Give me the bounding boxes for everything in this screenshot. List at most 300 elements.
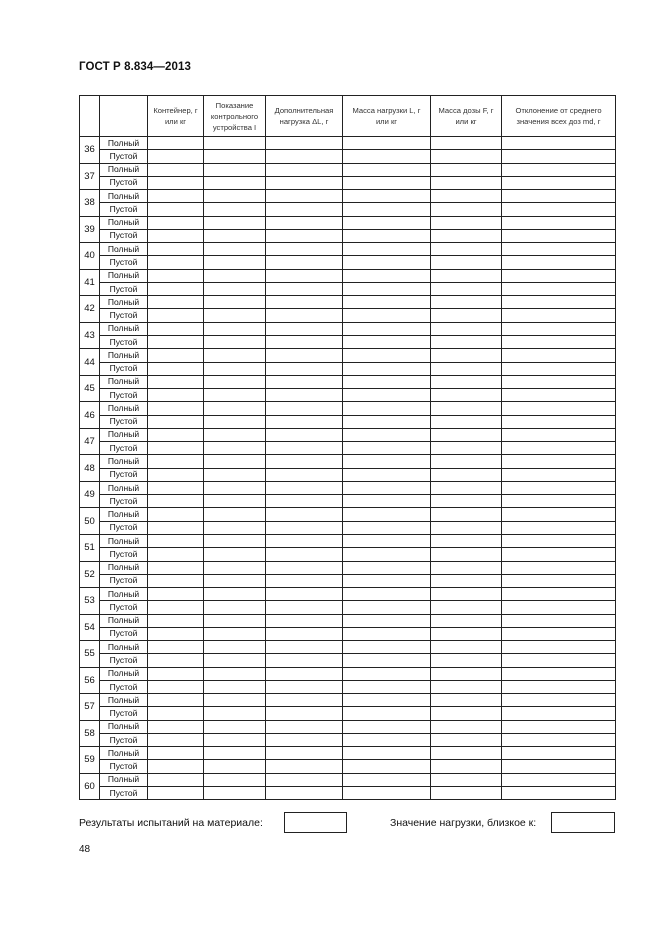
data-cell[interactable] bbox=[148, 428, 204, 441]
data-cell[interactable] bbox=[502, 349, 616, 362]
data-cell[interactable] bbox=[343, 256, 431, 269]
data-cell[interactable] bbox=[148, 216, 204, 229]
data-cell[interactable] bbox=[431, 176, 502, 189]
data-cell[interactable] bbox=[266, 468, 343, 481]
data-cell[interactable] bbox=[502, 428, 616, 441]
data-cell[interactable] bbox=[266, 561, 343, 574]
data-cell[interactable] bbox=[431, 428, 502, 441]
data-cell[interactable] bbox=[431, 574, 502, 587]
data-cell[interactable] bbox=[502, 720, 616, 733]
data-cell[interactable] bbox=[431, 654, 502, 667]
data-cell[interactable] bbox=[266, 335, 343, 348]
data-cell[interactable] bbox=[266, 362, 343, 375]
data-cell[interactable] bbox=[502, 787, 616, 800]
data-cell[interactable] bbox=[204, 428, 266, 441]
data-cell[interactable] bbox=[502, 614, 616, 627]
data-cell[interactable] bbox=[266, 574, 343, 587]
data-cell[interactable] bbox=[343, 561, 431, 574]
data-cell[interactable] bbox=[502, 601, 616, 614]
data-cell[interactable] bbox=[431, 349, 502, 362]
data-cell[interactable] bbox=[431, 389, 502, 402]
data-cell[interactable] bbox=[343, 654, 431, 667]
data-cell[interactable] bbox=[148, 243, 204, 256]
data-cell[interactable] bbox=[343, 282, 431, 295]
data-cell[interactable] bbox=[148, 627, 204, 640]
data-cell[interactable] bbox=[204, 707, 266, 720]
data-cell[interactable] bbox=[431, 534, 502, 547]
data-cell[interactable] bbox=[204, 176, 266, 189]
data-cell[interactable] bbox=[266, 442, 343, 455]
data-cell[interactable] bbox=[343, 349, 431, 362]
data-cell[interactable] bbox=[266, 243, 343, 256]
data-cell[interactable] bbox=[431, 641, 502, 654]
data-cell[interactable] bbox=[148, 508, 204, 521]
data-cell[interactable] bbox=[431, 309, 502, 322]
data-cell[interactable] bbox=[343, 176, 431, 189]
data-cell[interactable] bbox=[148, 574, 204, 587]
data-cell[interactable] bbox=[502, 203, 616, 216]
data-cell[interactable] bbox=[343, 495, 431, 508]
data-cell[interactable] bbox=[343, 720, 431, 733]
data-cell[interactable] bbox=[502, 707, 616, 720]
data-cell[interactable] bbox=[343, 468, 431, 481]
data-cell[interactable] bbox=[343, 137, 431, 150]
data-cell[interactable] bbox=[431, 614, 502, 627]
data-cell[interactable] bbox=[204, 561, 266, 574]
data-cell[interactable] bbox=[502, 442, 616, 455]
data-cell[interactable] bbox=[266, 428, 343, 441]
data-cell[interactable] bbox=[266, 534, 343, 547]
data-cell[interactable] bbox=[502, 747, 616, 760]
data-cell[interactable] bbox=[431, 733, 502, 746]
data-cell[interactable] bbox=[502, 282, 616, 295]
data-cell[interactable] bbox=[343, 216, 431, 229]
data-cell[interactable] bbox=[343, 614, 431, 627]
data-cell[interactable] bbox=[431, 256, 502, 269]
data-cell[interactable] bbox=[148, 375, 204, 388]
data-cell[interactable] bbox=[431, 203, 502, 216]
data-cell[interactable] bbox=[148, 481, 204, 494]
data-cell[interactable] bbox=[502, 508, 616, 521]
data-cell[interactable] bbox=[266, 481, 343, 494]
data-cell[interactable] bbox=[502, 455, 616, 468]
data-cell[interactable] bbox=[204, 203, 266, 216]
data-cell[interactable] bbox=[148, 229, 204, 242]
data-cell[interactable] bbox=[148, 190, 204, 203]
data-cell[interactable] bbox=[148, 601, 204, 614]
data-cell[interactable] bbox=[266, 349, 343, 362]
data-cell[interactable] bbox=[204, 667, 266, 680]
data-cell[interactable] bbox=[343, 335, 431, 348]
data-cell[interactable] bbox=[431, 216, 502, 229]
data-cell[interactable] bbox=[343, 296, 431, 309]
data-cell[interactable] bbox=[502, 534, 616, 547]
data-cell[interactable] bbox=[343, 508, 431, 521]
data-cell[interactable] bbox=[431, 282, 502, 295]
data-cell[interactable] bbox=[502, 243, 616, 256]
data-cell[interactable] bbox=[343, 229, 431, 242]
data-cell[interactable] bbox=[431, 163, 502, 176]
data-cell[interactable] bbox=[266, 322, 343, 335]
data-cell[interactable] bbox=[204, 229, 266, 242]
data-cell[interactable] bbox=[148, 455, 204, 468]
data-cell[interactable] bbox=[148, 667, 204, 680]
data-cell[interactable] bbox=[502, 561, 616, 574]
data-cell[interactable] bbox=[204, 495, 266, 508]
data-cell[interactable] bbox=[266, 402, 343, 415]
data-cell[interactable] bbox=[266, 667, 343, 680]
data-cell[interactable] bbox=[148, 747, 204, 760]
data-cell[interactable] bbox=[148, 720, 204, 733]
data-cell[interactable] bbox=[431, 229, 502, 242]
data-cell[interactable] bbox=[266, 256, 343, 269]
data-cell[interactable] bbox=[343, 534, 431, 547]
data-cell[interactable] bbox=[204, 694, 266, 707]
data-cell[interactable] bbox=[266, 389, 343, 402]
data-cell[interactable] bbox=[148, 773, 204, 786]
data-cell[interactable] bbox=[431, 150, 502, 163]
data-cell[interactable] bbox=[343, 402, 431, 415]
data-cell[interactable] bbox=[502, 521, 616, 534]
data-cell[interactable] bbox=[343, 428, 431, 441]
data-cell[interactable] bbox=[502, 667, 616, 680]
data-cell[interactable] bbox=[204, 375, 266, 388]
data-cell[interactable] bbox=[148, 521, 204, 534]
data-cell[interactable] bbox=[204, 680, 266, 693]
data-cell[interactable] bbox=[266, 720, 343, 733]
data-cell[interactable] bbox=[266, 601, 343, 614]
data-cell[interactable] bbox=[148, 176, 204, 189]
data-cell[interactable] bbox=[148, 495, 204, 508]
data-cell[interactable] bbox=[204, 190, 266, 203]
data-cell[interactable] bbox=[502, 362, 616, 375]
data-cell[interactable] bbox=[343, 667, 431, 680]
data-cell[interactable] bbox=[204, 296, 266, 309]
data-cell[interactable] bbox=[266, 137, 343, 150]
data-cell[interactable] bbox=[148, 309, 204, 322]
data-cell[interactable] bbox=[502, 574, 616, 587]
data-cell[interactable] bbox=[204, 269, 266, 282]
data-cell[interactable] bbox=[431, 627, 502, 640]
data-cell[interactable] bbox=[266, 508, 343, 521]
data-cell[interactable] bbox=[343, 243, 431, 256]
data-cell[interactable] bbox=[431, 375, 502, 388]
data-cell[interactable] bbox=[431, 561, 502, 574]
data-cell[interactable] bbox=[266, 521, 343, 534]
data-cell[interactable] bbox=[266, 680, 343, 693]
data-cell[interactable] bbox=[502, 296, 616, 309]
data-cell[interactable] bbox=[148, 322, 204, 335]
data-cell[interactable] bbox=[204, 733, 266, 746]
data-cell[interactable] bbox=[502, 269, 616, 282]
data-cell[interactable] bbox=[502, 190, 616, 203]
data-cell[interactable] bbox=[204, 601, 266, 614]
data-cell[interactable] bbox=[148, 269, 204, 282]
data-cell[interactable] bbox=[148, 150, 204, 163]
data-cell[interactable] bbox=[343, 574, 431, 587]
data-cell[interactable] bbox=[502, 468, 616, 481]
data-cell[interactable] bbox=[148, 442, 204, 455]
data-cell[interactable] bbox=[502, 627, 616, 640]
data-cell[interactable] bbox=[502, 495, 616, 508]
data-cell[interactable] bbox=[148, 588, 204, 601]
data-cell[interactable] bbox=[431, 190, 502, 203]
data-cell[interactable] bbox=[431, 137, 502, 150]
data-cell[interactable] bbox=[204, 349, 266, 362]
data-cell[interactable] bbox=[502, 588, 616, 601]
data-cell[interactable] bbox=[502, 150, 616, 163]
data-cell[interactable] bbox=[148, 468, 204, 481]
data-cell[interactable] bbox=[204, 548, 266, 561]
data-cell[interactable] bbox=[204, 455, 266, 468]
data-cell[interactable] bbox=[431, 720, 502, 733]
data-cell[interactable] bbox=[431, 707, 502, 720]
data-cell[interactable] bbox=[502, 335, 616, 348]
data-cell[interactable] bbox=[204, 137, 266, 150]
data-cell[interactable] bbox=[204, 481, 266, 494]
data-cell[interactable] bbox=[148, 760, 204, 773]
data-cell[interactable] bbox=[148, 163, 204, 176]
data-cell[interactable] bbox=[502, 322, 616, 335]
load-value-field[interactable] bbox=[551, 812, 615, 833]
data-cell[interactable] bbox=[204, 614, 266, 627]
data-cell[interactable] bbox=[266, 282, 343, 295]
data-cell[interactable] bbox=[431, 468, 502, 481]
data-cell[interactable] bbox=[502, 309, 616, 322]
data-cell[interactable] bbox=[502, 680, 616, 693]
data-cell[interactable] bbox=[502, 163, 616, 176]
data-cell[interactable] bbox=[204, 150, 266, 163]
data-cell[interactable] bbox=[343, 694, 431, 707]
data-cell[interactable] bbox=[431, 495, 502, 508]
data-cell[interactable] bbox=[431, 588, 502, 601]
data-cell[interactable] bbox=[204, 508, 266, 521]
data-cell[interactable] bbox=[431, 508, 502, 521]
data-cell[interactable] bbox=[431, 773, 502, 786]
data-cell[interactable] bbox=[343, 269, 431, 282]
data-cell[interactable] bbox=[204, 442, 266, 455]
data-cell[interactable] bbox=[266, 455, 343, 468]
data-cell[interactable] bbox=[148, 362, 204, 375]
data-cell[interactable] bbox=[266, 641, 343, 654]
data-cell[interactable] bbox=[431, 787, 502, 800]
data-cell[interactable] bbox=[266, 163, 343, 176]
data-cell[interactable] bbox=[148, 787, 204, 800]
data-cell[interactable] bbox=[266, 375, 343, 388]
data-cell[interactable] bbox=[502, 216, 616, 229]
data-cell[interactable] bbox=[343, 455, 431, 468]
data-cell[interactable] bbox=[204, 362, 266, 375]
data-cell[interactable] bbox=[204, 216, 266, 229]
data-cell[interactable] bbox=[148, 614, 204, 627]
data-cell[interactable] bbox=[204, 402, 266, 415]
data-cell[interactable] bbox=[343, 442, 431, 455]
data-cell[interactable] bbox=[204, 588, 266, 601]
data-cell[interactable] bbox=[431, 694, 502, 707]
data-cell[interactable] bbox=[204, 335, 266, 348]
data-cell[interactable] bbox=[502, 733, 616, 746]
data-cell[interactable] bbox=[266, 176, 343, 189]
data-cell[interactable] bbox=[431, 322, 502, 335]
data-cell[interactable] bbox=[204, 627, 266, 640]
data-cell[interactable] bbox=[148, 203, 204, 216]
data-cell[interactable] bbox=[266, 548, 343, 561]
data-cell[interactable] bbox=[148, 296, 204, 309]
data-cell[interactable] bbox=[266, 216, 343, 229]
data-cell[interactable] bbox=[148, 694, 204, 707]
data-cell[interactable] bbox=[266, 588, 343, 601]
data-cell[interactable] bbox=[343, 190, 431, 203]
data-cell[interactable] bbox=[502, 773, 616, 786]
data-cell[interactable] bbox=[204, 720, 266, 733]
data-cell[interactable] bbox=[204, 163, 266, 176]
data-cell[interactable] bbox=[266, 733, 343, 746]
data-cell[interactable] bbox=[148, 256, 204, 269]
data-cell[interactable] bbox=[502, 137, 616, 150]
data-cell[interactable] bbox=[148, 641, 204, 654]
data-cell[interactable] bbox=[148, 534, 204, 547]
data-cell[interactable] bbox=[343, 627, 431, 640]
data-cell[interactable] bbox=[266, 415, 343, 428]
data-cell[interactable] bbox=[431, 521, 502, 534]
data-cell[interactable] bbox=[343, 362, 431, 375]
data-cell[interactable] bbox=[431, 243, 502, 256]
data-cell[interactable] bbox=[431, 481, 502, 494]
data-cell[interactable] bbox=[343, 309, 431, 322]
data-cell[interactable] bbox=[204, 415, 266, 428]
data-cell[interactable] bbox=[431, 747, 502, 760]
data-cell[interactable] bbox=[266, 309, 343, 322]
data-cell[interactable] bbox=[204, 654, 266, 667]
data-cell[interactable] bbox=[431, 402, 502, 415]
data-cell[interactable] bbox=[266, 707, 343, 720]
data-cell[interactable] bbox=[204, 747, 266, 760]
data-cell[interactable] bbox=[343, 773, 431, 786]
data-cell[interactable] bbox=[148, 282, 204, 295]
data-cell[interactable] bbox=[343, 760, 431, 773]
data-cell[interactable] bbox=[204, 322, 266, 335]
data-cell[interactable] bbox=[431, 455, 502, 468]
data-cell[interactable] bbox=[204, 256, 266, 269]
data-cell[interactable] bbox=[502, 389, 616, 402]
data-cell[interactable] bbox=[148, 707, 204, 720]
data-cell[interactable] bbox=[266, 203, 343, 216]
data-cell[interactable] bbox=[502, 229, 616, 242]
data-cell[interactable] bbox=[266, 229, 343, 242]
data-cell[interactable] bbox=[266, 495, 343, 508]
data-cell[interactable] bbox=[502, 654, 616, 667]
data-cell[interactable] bbox=[343, 521, 431, 534]
data-cell[interactable] bbox=[266, 614, 343, 627]
data-cell[interactable] bbox=[431, 362, 502, 375]
data-cell[interactable] bbox=[148, 402, 204, 415]
data-cell[interactable] bbox=[431, 680, 502, 693]
data-cell[interactable] bbox=[266, 150, 343, 163]
data-cell[interactable] bbox=[343, 375, 431, 388]
data-cell[interactable] bbox=[148, 548, 204, 561]
data-cell[interactable] bbox=[343, 481, 431, 494]
data-cell[interactable] bbox=[502, 694, 616, 707]
data-cell[interactable] bbox=[266, 694, 343, 707]
data-cell[interactable] bbox=[266, 269, 343, 282]
data-cell[interactable] bbox=[502, 760, 616, 773]
data-cell[interactable] bbox=[502, 402, 616, 415]
data-cell[interactable] bbox=[148, 349, 204, 362]
data-cell[interactable] bbox=[266, 760, 343, 773]
data-cell[interactable] bbox=[204, 574, 266, 587]
data-cell[interactable] bbox=[431, 760, 502, 773]
data-cell[interactable] bbox=[204, 282, 266, 295]
data-cell[interactable] bbox=[148, 654, 204, 667]
data-cell[interactable] bbox=[266, 190, 343, 203]
data-cell[interactable] bbox=[502, 548, 616, 561]
data-cell[interactable] bbox=[148, 680, 204, 693]
data-cell[interactable] bbox=[148, 733, 204, 746]
data-cell[interactable] bbox=[431, 269, 502, 282]
data-cell[interactable] bbox=[204, 773, 266, 786]
data-cell[interactable] bbox=[148, 561, 204, 574]
data-cell[interactable] bbox=[204, 760, 266, 773]
data-cell[interactable] bbox=[431, 415, 502, 428]
data-cell[interactable] bbox=[343, 163, 431, 176]
data-cell[interactable] bbox=[343, 588, 431, 601]
data-cell[interactable] bbox=[204, 468, 266, 481]
data-cell[interactable] bbox=[204, 309, 266, 322]
data-cell[interactable] bbox=[431, 335, 502, 348]
data-cell[interactable] bbox=[502, 176, 616, 189]
data-cell[interactable] bbox=[343, 548, 431, 561]
data-cell[interactable] bbox=[343, 641, 431, 654]
data-cell[interactable] bbox=[431, 296, 502, 309]
data-cell[interactable] bbox=[148, 389, 204, 402]
data-cell[interactable] bbox=[343, 322, 431, 335]
data-cell[interactable] bbox=[204, 641, 266, 654]
data-cell[interactable] bbox=[343, 203, 431, 216]
data-cell[interactable] bbox=[266, 654, 343, 667]
data-cell[interactable] bbox=[204, 787, 266, 800]
data-cell[interactable] bbox=[431, 667, 502, 680]
data-cell[interactable] bbox=[266, 296, 343, 309]
data-cell[interactable] bbox=[266, 627, 343, 640]
data-cell[interactable] bbox=[204, 521, 266, 534]
data-cell[interactable] bbox=[343, 150, 431, 163]
data-cell[interactable] bbox=[431, 601, 502, 614]
data-cell[interactable] bbox=[343, 733, 431, 746]
data-cell[interactable] bbox=[502, 481, 616, 494]
data-cell[interactable] bbox=[266, 747, 343, 760]
data-cell[interactable] bbox=[343, 680, 431, 693]
data-cell[interactable] bbox=[343, 747, 431, 760]
data-cell[interactable] bbox=[502, 415, 616, 428]
data-cell[interactable] bbox=[204, 389, 266, 402]
data-cell[interactable] bbox=[204, 534, 266, 547]
results-field[interactable] bbox=[284, 812, 347, 833]
data-cell[interactable] bbox=[502, 375, 616, 388]
data-cell[interactable] bbox=[148, 415, 204, 428]
data-cell[interactable] bbox=[148, 335, 204, 348]
data-cell[interactable] bbox=[148, 137, 204, 150]
data-cell[interactable] bbox=[343, 707, 431, 720]
data-cell[interactable] bbox=[502, 256, 616, 269]
data-cell[interactable] bbox=[343, 389, 431, 402]
data-cell[interactable] bbox=[343, 787, 431, 800]
data-cell[interactable] bbox=[343, 415, 431, 428]
data-cell[interactable] bbox=[266, 787, 343, 800]
data-cell[interactable] bbox=[204, 243, 266, 256]
data-cell[interactable] bbox=[343, 601, 431, 614]
data-cell[interactable] bbox=[431, 442, 502, 455]
data-cell[interactable] bbox=[431, 548, 502, 561]
